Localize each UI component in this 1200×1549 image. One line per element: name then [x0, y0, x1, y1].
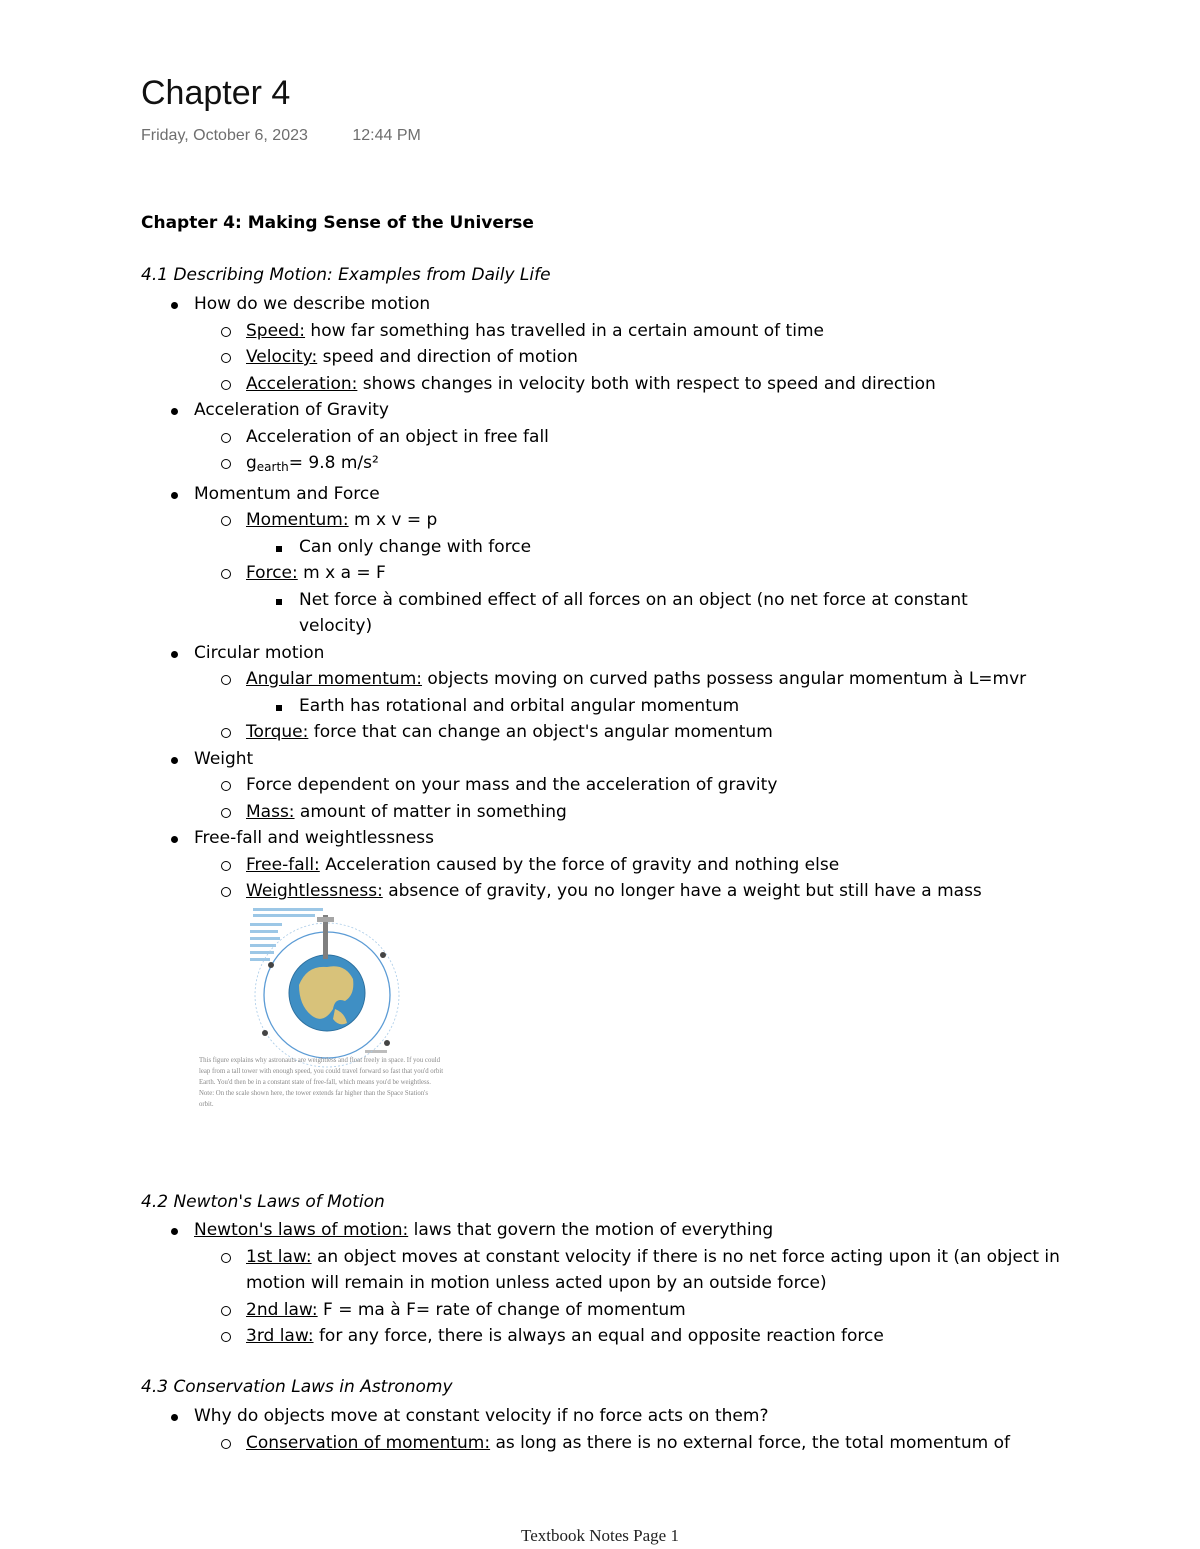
section-title-4-1: 4.1 Describing Motion: Examples from Daily Life	[141, 265, 551, 285]
bullet-circle-icon	[221, 1430, 231, 1458]
bullet-circle-icon	[221, 1323, 231, 1351]
term-velocity: Velocity:	[246, 347, 318, 367]
term-mass: Mass:	[246, 801, 295, 822]
term-second-law: 2nd law:	[246, 1299, 318, 1320]
list-item: Force: m x a = F	[141, 560, 1071, 587]
bullet-circle-icon	[221, 878, 231, 906]
bullet-circle-icon	[221, 371, 231, 399]
term-momentum: Momentum:	[246, 510, 349, 530]
list-item: Why do objects move at constant velocity if no force acts on them?	[141, 1403, 1071, 1430]
section-4-1-list	[141, 291, 1071, 905]
bullet-circle-icon	[221, 666, 231, 694]
bullet-disc-icon	[171, 825, 178, 852]
bullet-disc-icon	[171, 746, 178, 773]
term-angular-momentum: Angular momentum:	[246, 669, 422, 689]
list-item: Velocity: speed and direction of motion	[141, 344, 1071, 371]
bullet-square-icon	[276, 693, 282, 720]
bullet-circle-icon	[221, 318, 231, 346]
bullet-circle-icon	[221, 719, 231, 747]
list-item: 2nd law: F = ma à F= rate of change of momentum	[141, 1297, 1071, 1324]
list-item: Weight	[141, 746, 1071, 773]
term-newtons-laws: Newton's laws of motion:	[194, 1220, 409, 1240]
bullet-circle-icon	[221, 450, 231, 478]
page-timestamp	[141, 127, 421, 145]
bullet-circle-icon	[221, 852, 231, 880]
list-item: Momentum: m x v = p	[141, 507, 1071, 534]
list-item: Can only change with force	[141, 534, 1071, 561]
list-item: Newton's laws of motion: laws that govern the motion of everything	[141, 1217, 1071, 1244]
bullet-disc-icon	[171, 397, 178, 424]
bullet-disc-icon	[171, 1217, 178, 1244]
list-item: Mass: amount of matter in something	[141, 799, 1071, 826]
list-item: Acceleration of Gravity	[141, 397, 1071, 424]
bullet-square-icon	[276, 587, 282, 614]
list-item: Acceleration: shows changes in velocity both with respect to speed and direction	[141, 371, 1071, 398]
list-item: Momentum and Force	[141, 481, 1071, 508]
list-item: Conservation of momentum: as long as there is no external force, the total momentum of	[141, 1430, 1071, 1457]
earth-globe	[289, 955, 365, 1031]
bullet-circle-icon	[221, 772, 231, 800]
bullet-circle-icon	[221, 560, 231, 588]
chapter-heading: Chapter 4: Making Sense of the Universe	[141, 213, 534, 233]
bullet-circle-icon	[221, 799, 231, 827]
section-4-2-list	[141, 1217, 1071, 1350]
page-footer: Textbook Notes Page 1	[521, 1526, 679, 1545]
list-item: Free-fall: Acceleration caused by the force of gravity and nothing else	[141, 852, 1071, 879]
section-4-3-list	[141, 1403, 1071, 1456]
list-item: Weightlessness: absence of gravity, you no longer have a weight but still have a mass	[141, 878, 1071, 905]
term-force: Force:	[246, 563, 298, 583]
bullet-circle-icon	[221, 507, 231, 535]
bullet-circle-icon	[221, 344, 231, 372]
tower-icon	[317, 915, 334, 959]
bullet-circle-icon	[221, 1297, 231, 1325]
list-item: Circular motion	[141, 640, 1071, 667]
list-item: $g_{earth}= 9.8$ m/s²	[141, 450, 1071, 481]
term-conservation-momentum: Conservation of momentum:	[246, 1432, 491, 1453]
list-item: Earth has rotational and orbital angular momentum	[141, 693, 1071, 720]
list-item: 3rd law: for any force, there is always an equal and opposite reaction force	[141, 1323, 1071, 1350]
term-free-fall: Free-fall:	[246, 854, 320, 875]
bullet-disc-icon	[171, 481, 178, 508]
section-title-4-3: 4.3 Conservation Laws in Astronomy	[141, 1377, 453, 1397]
bullet-disc-icon	[171, 640, 178, 667]
page-title: Chapter 4	[141, 74, 291, 112]
bullet-square-icon	[276, 534, 282, 561]
term-first-law: 1st law:	[246, 1246, 312, 1267]
list-item: Angular momentum: objects moving on curved paths possess angular momentum à L=mvr	[141, 666, 1071, 693]
page-time: 12:44 PM	[352, 127, 421, 144]
term-torque: Torque:	[246, 722, 309, 742]
list-item: Net force à combined effect of all forces on an object (no net force at constant velocity)	[141, 587, 1019, 640]
list-item: Acceleration of an object in free fall	[141, 424, 1071, 451]
list-item: Torque: force that can change an object's angular momentum	[141, 719, 1071, 746]
section-title-4-2: 4.2 Newton's Laws of Motion	[141, 1192, 385, 1212]
list-item: Speed: how far something has travelled in a certain amount of time	[141, 318, 1071, 345]
term-third-law: 3rd law:	[246, 1326, 314, 1346]
term-acceleration: Acceleration:	[246, 373, 358, 394]
term-weightlessness: Weightlessness:	[246, 881, 383, 901]
list-item: How do we describe motion	[141, 291, 1071, 318]
bullet-circle-icon	[221, 424, 231, 452]
page-date: Friday, October 6, 2023	[141, 127, 308, 144]
list-item: 1st law: an object moves at constant velocity if there is no net force acting upon it (an object in motion will remain in motion unless acted upon by an outside force)	[141, 1244, 1066, 1297]
bullet-disc-icon	[171, 291, 178, 318]
list-item: Free-fall and weightlessness	[141, 825, 1071, 852]
list-item: Force dependent on your mass and the acceleration of gravity	[141, 772, 1071, 799]
figure-caption: This figure explains why astronauts are weightless and float freely in space. If you could leap from a tall tower with enough speed, you could travel forward so fast that you'd orbit Earth. You'd then be in a constant state of free-fall, which means you'd be weightless. Note: On the scale shown here, the tower extends far higher than the Space Station's orbit.	[199, 1057, 444, 1108]
bullet-circle-icon	[221, 1244, 231, 1272]
bullet-disc-icon	[171, 1403, 178, 1430]
term-speed: Speed:	[246, 320, 306, 341]
